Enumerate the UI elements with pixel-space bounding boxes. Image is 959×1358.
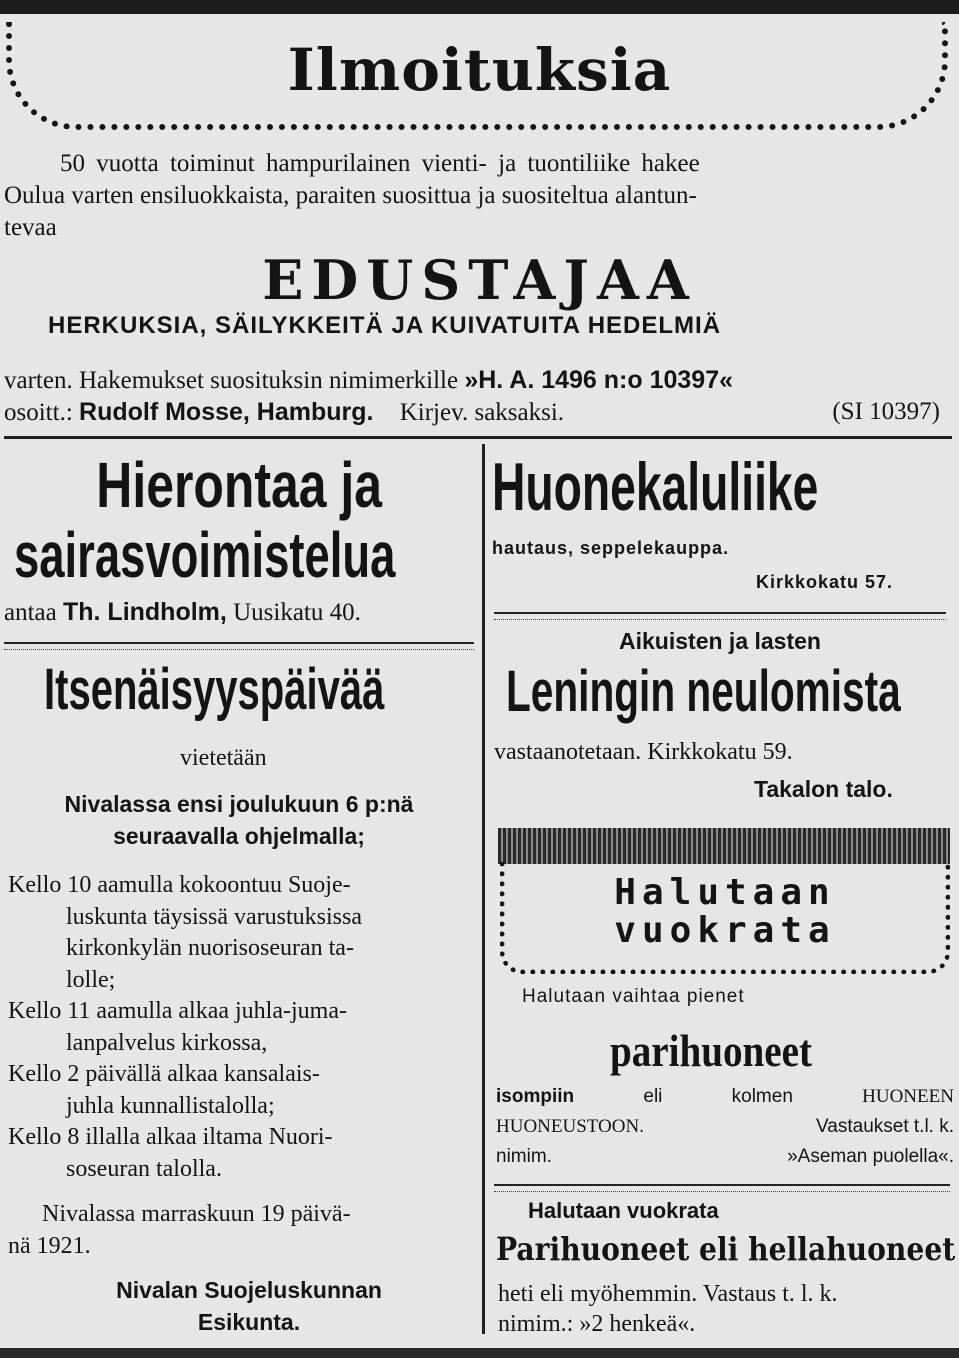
halutaan-top-band [498,828,950,864]
bold-line-2: seuraavalla ohjelmalla; [113,823,365,849]
reply-text: varten. Hakemukset suosituksin nimimerkille [4,367,459,394]
halutaan-title-1: Halutaan [614,872,836,913]
signature-1: Nivalan Suojeluskunnan [116,1277,382,1303]
code-reference: »H. A. 1496 n:o 10397« [464,366,734,394]
huonekalu-title: Huonekaluliike [492,449,819,525]
signature-2: Esikunta. [197,1309,301,1335]
program-item: Kello 11 aamulla alkaa juhla-juma- lanpalvelus kirkossa, [8,998,347,1056]
hieronta-address: Uusikatu 40. [233,599,361,626]
parihuone-big: Parihuoneet eli hellahuoneet [496,1230,956,1268]
address-label: osoitt.: [4,399,73,426]
leningin-pre: Aikuisten ja lasten [619,628,821,654]
letters-note: Kirjev. saksaksi. [399,399,565,426]
page-top-border [0,0,959,14]
huonekalu-address: Kirkkokatu 57. [756,572,894,592]
hieronta-title-1: Hierontaa ja [96,449,382,521]
halutaan-row-3: nimim. »Aseman puolella«. [496,1146,954,1167]
halutaan-line-1: Halutaan vaihtaa pienet [522,986,745,1007]
header [0,36,959,104]
divider [494,1184,950,1192]
address-name: Rudolf Mosse, Hamburg. [79,398,374,426]
intro-line-3: tevaa [4,214,57,241]
itsenaisyys-title: Itsenäisyyspäivää [44,657,385,722]
bold-line-1: Nivalassa ensi joulukuun 6 p:nä [64,791,414,817]
ref-code: (SI 10397) [832,398,940,425]
parihuone-line-1: Halutaan vuokrata [528,1198,719,1223]
halutaan-title-2: vuokrata [614,910,836,951]
huonekalu-line-1: hautaus, seppelekauppa. [492,538,730,558]
page-title: Ilmoituksia [287,36,672,104]
product-line: HERKUKSIA, SÄILYKKEITÄ JA KUIVATUITA HEDELMIÄ [48,312,722,339]
vietetaan-text: vietetään [180,745,267,771]
column-divider [482,444,485,1334]
leningin-title: Leningin neulomista [506,659,901,724]
program-item: Kello 2 päivällä alkaa kansalais- juhla kunnallistalolla; [8,1061,320,1119]
parihuone-line-3: nimim.: »2 henkeä«. [498,1311,696,1337]
program-item: Kello 8 illalla alkaa iltama Nuori- soseuran talolla. [8,1124,333,1182]
leningin-line-2: Takalon talo. [754,776,893,802]
parihuone-line-2: heti eli myöhemmin. Vastaus t. l. k. [498,1281,838,1307]
halutaan-big: parihuoneet [610,1025,813,1076]
divider [4,436,952,439]
headline-edustajaa: EDUSTAJAA [262,248,697,312]
hieronta-name: Th. Lindholm, [62,598,227,626]
program-list [8,870,474,1185]
divider [494,612,946,620]
dateline-1: Nivalassa marraskuun 19 päivä- [42,1201,351,1227]
hieronta-title-2: sairasvoimistelua [14,519,396,591]
program-item: Kello 10 aamulla kokoontuu Suoje- luskunta täysissä varustuksissa kirkonkylän nuorisoseuran ta- lolle; [8,872,362,993]
divider [4,642,474,650]
intro-line-2: Oulua varten ensiluokkaista, paraiten suosittua ja suositeltua alantun- [4,182,697,209]
halutaan-row-1: isompiin eli kolmen HUONEEN [496,1086,954,1107]
hieronta-body-a: antaa [4,599,57,626]
dateline-2: nä 1921. [8,1233,91,1259]
leningin-line-1: vastaanotetaan. Kirkkokatu 59. [494,739,793,765]
halutaan-row-2: HUONEUSTOON. Vastaukset t.l. k. [496,1116,954,1137]
page-bottom-border [0,1348,959,1358]
intro-line-1: 50 vuotta toiminut hampurilainen vienti- ja tuontiliike hakee [60,150,700,177]
